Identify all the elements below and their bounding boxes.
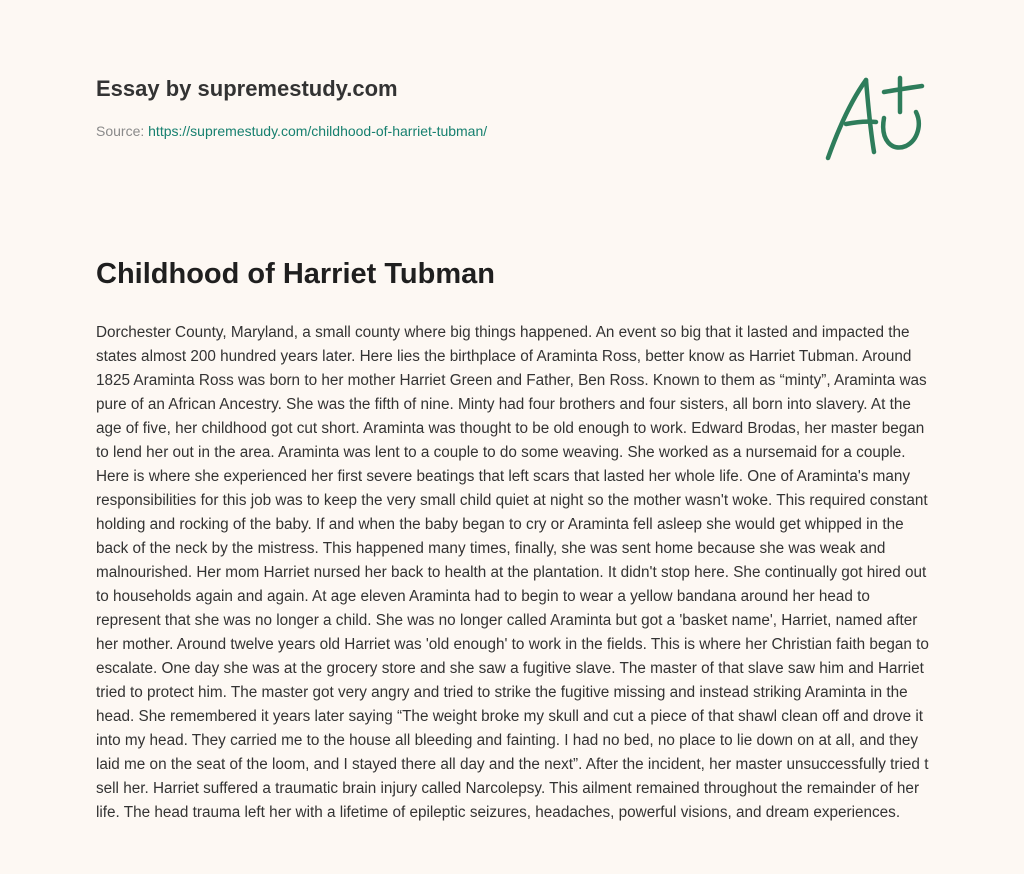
- essay-article: [96, 256, 930, 840]
- page-header: [96, 74, 796, 140]
- essay-title: Childhood of Harriet Tubman: [96, 258, 495, 290]
- site-title: Essay by supremestudy.com: [96, 76, 398, 101]
- a-plus-logo-icon: [820, 68, 928, 164]
- source-label: Source:: [96, 123, 145, 139]
- source-link[interactable]: https://supremestudy.com/childhood-of-harriet-tubman/: [148, 123, 488, 139]
- source-line: [96, 122, 796, 140]
- essay-body: Dorchester County, Maryland, a small county where big things happened. An event so big that it lasted and impacted the states almost 200 hundred years later. Here lies the birthplace of Araminta Ross, better know as Harriet Tubman. Around 1825 Araminta Ross was born to her mother Harriet Green and Father, Ben Ross. Known to them as “minty”, Araminta was pure of an African Ancestry. She was the fifth of nine. Minty had four brothers and four sisters, all born into slavery. At the age of five, her childhood got cut short. Araminta was thought to be old enough to work. Edward Brodas, her master began to lend her out in the area. Araminta was lent to a couple to do some weaving. She worked as a nursemaid for a couple. Here is where she experienced her first severe beatings that left scars that lasted her whole life. One of Araminta's many responsibilities for this job was to keep the very small child quiet at night so the mother wasn't woke. This required constant holding and rocking of the baby. If and when the baby began to cry or Araminta fell asleep she would get whipped in the back of the neck by the mistress. This happened many times, finally, she was sent home because she was weak and malnourished. Her mom Harriet nursed her back to health at the plantation. It didn't stop here. She continually got hired out to households again and again. At age eleven Araminta had to begin to wear a yellow bandana around her head to represent that she was no longer a child. She was no longer called Araminta but got a 'basket name', Harriet, named after her mother. Around twelve years old Harriet was 'old enough' to work in the fields. This is where her Christian faith began to escalate. One day she was at the grocery store and she saw a fugitive slave. The master of that slave saw him and Harriet tried to protect him. The master got very angry and tried to strike the fugitive missing and instead striking Araminta in the head. She remembered it years later saying “The weight broke my skull and cut a piece of that shawl clean off and drove it into my head. They carried me to the house all bleeding and fainting. I had no bed, no place to lie down on at all, and they laid me on the seat of the loom, and I stayed there all day and the next”. After the incident, her master unsuccessfully tried t sell her. Harriet suffered a traumatic brain injury called Narcolepsy. This ailment remained throughout the remainder of her life. The head trauma left her with a lifetime of epileptic seizures, headaches, powerful visions, and dream experiences.: [96, 324, 929, 821]
